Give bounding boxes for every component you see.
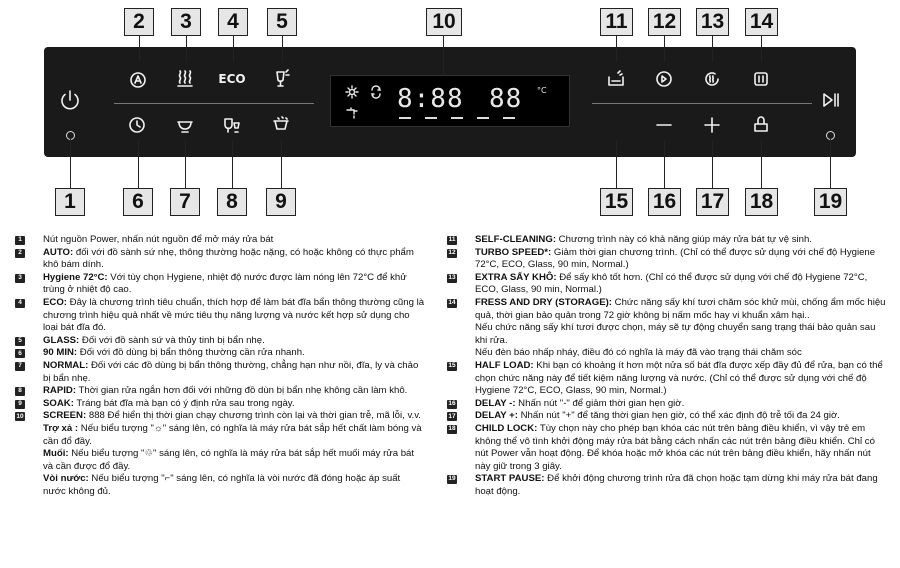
callout-16: 16: [648, 188, 681, 216]
soak-icon: [269, 113, 293, 137]
desc-item: [15, 297, 425, 335]
leader-line: [616, 36, 617, 62]
desc-item: [447, 423, 887, 473]
leader-line: [281, 140, 282, 188]
eco-label: ECO: [218, 72, 246, 86]
child-lock-button[interactable]: [741, 105, 781, 145]
panel-divider-right: [592, 103, 812, 104]
item-title: TURBO SPEED*:: [475, 246, 552, 258]
leader-line: [139, 36, 140, 62]
screen-display: [330, 75, 570, 127]
item-badge: 18: [448, 425, 456, 433]
panel-divider-left: [114, 103, 314, 104]
leader-line: [664, 140, 665, 188]
item-text: 888 Để hiển thị thời gian chạy chương trình còn lại và thời gian trễ, mã lỗi, v.v.: [86, 410, 421, 422]
leader-line: [185, 140, 186, 188]
item-text: Nút nguồn Power, nhấn nút nguồn để mở máy rửa bát: [43, 234, 274, 245]
turbo-speed-button[interactable]: [644, 59, 684, 99]
desc-sub: Nếu đèn báo nhấp nháy, điều đó có nghĩa là máy đã vào trạng thái chăm sóc: [475, 347, 802, 359]
leader-line: [761, 36, 762, 62]
leader-line: [712, 36, 713, 62]
desc-item: [15, 410, 425, 423]
desc-sub: [15, 423, 425, 448]
item-badge: 15: [448, 362, 456, 370]
item-badge: 12: [448, 248, 456, 256]
leader-line: [233, 36, 234, 62]
clock-90-icon: [126, 113, 150, 137]
item-badge: 7: [15, 362, 25, 371]
sub-text: Nếu biểu tượng "♲" sáng lên, có nghĩa là máy rửa bát sắp hết muối máy rửa bát và cần được đổ đầy.: [43, 448, 415, 472]
item-text: Để sấy khô tốt hơn. (Chỉ có thể được sử dụng với chế độ Hygiene 72°C, ECO, Glass, 90 min, Normal.): [475, 271, 868, 296]
leader-line: [232, 140, 233, 188]
item-badge: 9: [15, 400, 25, 409]
item-title: 90 MIN:: [43, 347, 78, 359]
power-button[interactable]: [50, 80, 90, 120]
delay-minus-button[interactable]: [644, 105, 684, 145]
desc-sub: Nếu chức năng sấy khí tươi được chọn, máy sẽ tự động chuyển sang trạng thái bảo quản sau khi rửa.: [475, 322, 876, 346]
leader-line: [712, 140, 713, 188]
leader-line: [616, 140, 617, 188]
extra-dry-button[interactable]: [692, 59, 732, 99]
power-icon: [58, 88, 82, 112]
description-right-column: [447, 234, 887, 498]
description-left-column: [15, 234, 425, 498]
start-pause-button[interactable]: [810, 80, 850, 120]
display-dash: [399, 117, 411, 119]
glass-icon: [269, 67, 293, 91]
fresh-dry-icon: [749, 67, 773, 91]
item-text: Chức năng sấy khí tươi chăm sóc khử mùi, chống ẩm mốc hiệu quả, thời gian bảo quản trong 72 giờ không bị nấm mốc hay vi khuẩn xâm hại..: [475, 296, 886, 321]
leader-line: [443, 36, 444, 76]
desc-item: [15, 335, 425, 348]
item-text: Đối với đồ dùng bị bẩn thông thường cần rửa nhanh.: [77, 347, 305, 359]
glass-button[interactable]: [261, 59, 301, 99]
lock-icon: [749, 113, 773, 137]
item-badge: 10: [16, 412, 24, 420]
item-title: EXTRA SẤY KHÔ:: [475, 271, 557, 283]
callout-10: 10: [426, 8, 462, 36]
desc-item: [447, 360, 887, 398]
callout-9: 9: [266, 188, 296, 216]
item-badge: 8: [15, 387, 25, 396]
display-dash: [425, 117, 437, 119]
leader-line: [761, 140, 762, 188]
leader-line: [664, 36, 665, 62]
callout-15: 15: [600, 188, 633, 216]
desc-sub: [15, 473, 425, 498]
rinse-aid-icon: [345, 84, 359, 98]
item-title: DELAY -:: [475, 397, 516, 409]
normal-button[interactable]: [165, 105, 205, 145]
display-dash: [503, 117, 515, 119]
item-text: Tráng bát đĩa mà bạn có ý định rửa sau trong ngày.: [73, 397, 295, 409]
sub-text: Nếu biểu tượng "⌐" sáng lên, có nghĩa là vòi nước đã đóng hoặc áp suất nước không đủ.: [43, 473, 401, 497]
desc-item: [447, 234, 887, 247]
desc-item: [447, 247, 887, 272]
self-clean-icon: [604, 67, 628, 91]
callout-17: 17: [696, 188, 729, 216]
item-text: Thời gian rửa ngắn hơn đối với những đồ dùn bị bẩn nhẹ không cần làm khô.: [76, 385, 408, 397]
item-text: Đối với các đồ dùng bị bẩn thông thường, chẳng hạn như nồi, đĩa, ly và chảo bị bẩn nhẹ.: [43, 359, 419, 384]
temp-unit: °C: [537, 86, 547, 95]
callout-8: 8: [217, 188, 247, 216]
callout-13: 13: [696, 8, 729, 36]
item-text: Tùy chọn này cho phép bạn khóa các nút trên bảng điều khiển, vì vậy trẻ em không thể vô tình khởi động máy rửa bát bằng cách nhấn các nút trên bảng điều khiển. Chỉ có nút Power vẫn hoạt động. Để khóa hoặc mở khóa các nút trên bảng điều khiển, hãy nhấn nút này giữ trong 3 giây.: [475, 422, 875, 472]
desc-item: [447, 272, 887, 297]
item-title: SOAK:: [43, 397, 74, 409]
fresh-dry-button[interactable]: [741, 59, 781, 99]
desc-item: [447, 473, 887, 498]
hygiene-button[interactable]: [165, 59, 205, 99]
eco-button[interactable]: [212, 59, 252, 99]
desc-item: [15, 234, 425, 247]
item-title: AUTO:: [43, 246, 74, 258]
item-badge: 19: [448, 475, 456, 483]
item-text: Với tùy chọn Hygiene, nhiệt độ nước được làm nóng lên 72°C để khử trùng ở nhiệt độ cao.: [43, 271, 407, 296]
item-text: Nhấn nút "+" để tăng thời gian hẹn giờ, có thể xác định độ trễ tối đa 24 giờ.: [517, 410, 840, 422]
desc-item: [15, 385, 425, 398]
item-text: Khi bạn có khoảng ít hơn một nửa số bát đĩa được xếp đầy đủ để rửa, bạn có thể chọn chức năng này để tiết kiệm năng lượng và nước. (Chỉ có thể được sử dụng với chế độ Hygiene 72°C, ECO, Glass, 90 min, Normal.): [475, 359, 883, 397]
item-title: SCREEN:: [43, 410, 87, 422]
minus-icon: [652, 113, 676, 137]
callout-14: 14: [745, 8, 778, 36]
item-title: DELAY +:: [475, 410, 518, 422]
item-title: SELF-CLEANING:: [475, 234, 557, 245]
display-dash: [451, 117, 463, 119]
temp-readout: 88: [489, 84, 523, 114]
sub-text: Nếu biểu tượng "☼" sáng lên, có nghĩa là máy rửa bát sắp hết chất làm bóng và cần đổ đầy.: [43, 422, 422, 447]
item-badge: 11: [448, 236, 456, 244]
item-title: CHILD LOCK:: [475, 422, 538, 434]
water-tap-icon: [345, 104, 359, 118]
time-readout: 8:88: [397, 84, 464, 114]
item-badge: 17: [448, 412, 456, 420]
callout-4: 4: [218, 8, 248, 36]
item-badge: 14: [448, 299, 456, 307]
sub-title: Trợ xả :: [43, 422, 79, 434]
desc-item: [15, 247, 425, 272]
control-panel: [44, 47, 856, 157]
item-badge: 2: [15, 249, 25, 258]
item-badge: 6: [15, 349, 25, 358]
callout-2: 2: [124, 8, 154, 36]
item-title: HALF LOAD:: [475, 359, 534, 371]
item-text: Chương trình này có khả năng giúp máy rửa bát tự vệ sinh.: [556, 234, 812, 245]
desc-item: [15, 347, 425, 360]
callout-6: 6: [123, 188, 153, 216]
half-load-button[interactable]: [596, 105, 636, 145]
self-cleaning-button[interactable]: [596, 59, 636, 99]
leader-line: [282, 36, 283, 62]
plus-icon: [700, 113, 724, 137]
soak-button[interactable]: [261, 105, 301, 145]
callout-7: 7: [170, 188, 200, 216]
play-pause-icon: [818, 88, 842, 112]
item-title: ECO:: [43, 296, 67, 308]
item-text: Đây là chương trình tiêu chuẩn, thích hợp để làm bát đĩa bẩn thông thường cũng là chương trình hiệu quả nhất về mức tiêu thụ năng lượng và nước kết hợp sử dụng cho loại bát đĩa đó.: [43, 296, 425, 334]
delay-plus-button[interactable]: [692, 105, 732, 145]
callout-1: 1: [55, 188, 85, 216]
item-title: START PAUSE:: [475, 473, 545, 485]
callout-3: 3: [171, 8, 201, 36]
desc-item: [447, 410, 887, 423]
extra-dry-icon: [700, 67, 724, 91]
bowl-icon: [173, 113, 197, 137]
callout-19: 19: [814, 188, 847, 216]
turbo-icon: [652, 67, 676, 91]
item-title: NORMAL:: [43, 359, 89, 371]
desc-item: [15, 398, 425, 411]
leader-line: [186, 36, 187, 62]
rapid-button[interactable]: [212, 105, 252, 145]
item-title: GLASS:: [43, 334, 80, 346]
item-badge: 5: [15, 337, 25, 346]
callout-11: 11: [600, 8, 633, 36]
item-title: Hygiene 72°C:: [43, 271, 108, 283]
desc-item: [15, 272, 425, 297]
sub-title: Vòi nước:: [43, 473, 89, 485]
auto-button[interactable]: [118, 59, 158, 99]
item-badge: 16: [448, 399, 456, 407]
item-badge: 13: [448, 273, 456, 281]
callout-18: 18: [745, 188, 778, 216]
desc-sub: [15, 448, 425, 473]
item-text: Giảm thời gian chương trình. (Chỉ có thể được sử dụng với chế độ Hygiene 72°C, ECO, Glass, 90 min, Normal.): [475, 246, 876, 271]
item-text: Nhấn nút "-" để giảm thời gian hẹn giờ.: [515, 397, 685, 409]
item-badge: 4: [15, 299, 25, 308]
callout-5: 5: [267, 8, 297, 36]
cup-plate-icon: [220, 113, 244, 137]
desc-item: [447, 398, 887, 411]
desc-item: [15, 360, 425, 385]
hygiene-icon: [173, 67, 197, 91]
callout-12: 12: [648, 8, 681, 36]
salt-icon: [369, 84, 383, 98]
sub-title: Muối:: [43, 448, 69, 460]
display-dash: [477, 117, 489, 119]
item-badge: 3: [15, 274, 25, 283]
leader-line: [70, 138, 71, 188]
leader-line: [830, 138, 831, 188]
item-title: RAPID:: [43, 385, 77, 397]
item-text: Để khởi động chương trình rửa đã chọn hoặc tạm dừng khi máy rửa bát đang hoạt động.: [475, 473, 878, 497]
item-title: FRESS AND DRY (STORAGE):: [475, 296, 612, 308]
item-badge: 1: [15, 236, 25, 245]
90min-button[interactable]: [118, 105, 158, 145]
auto-icon: [126, 67, 150, 91]
leader-line: [138, 140, 139, 188]
item-text: Đối với đồ sành sứ và thủy tinh bị bẩn nhẹ.: [79, 334, 265, 346]
item-text: đối với đồ sành sứ nhẹ, thông thường hoặc nặng, có hoặc không có thực phẩm khô bám dính.: [43, 246, 414, 271]
desc-item: [447, 297, 887, 322]
